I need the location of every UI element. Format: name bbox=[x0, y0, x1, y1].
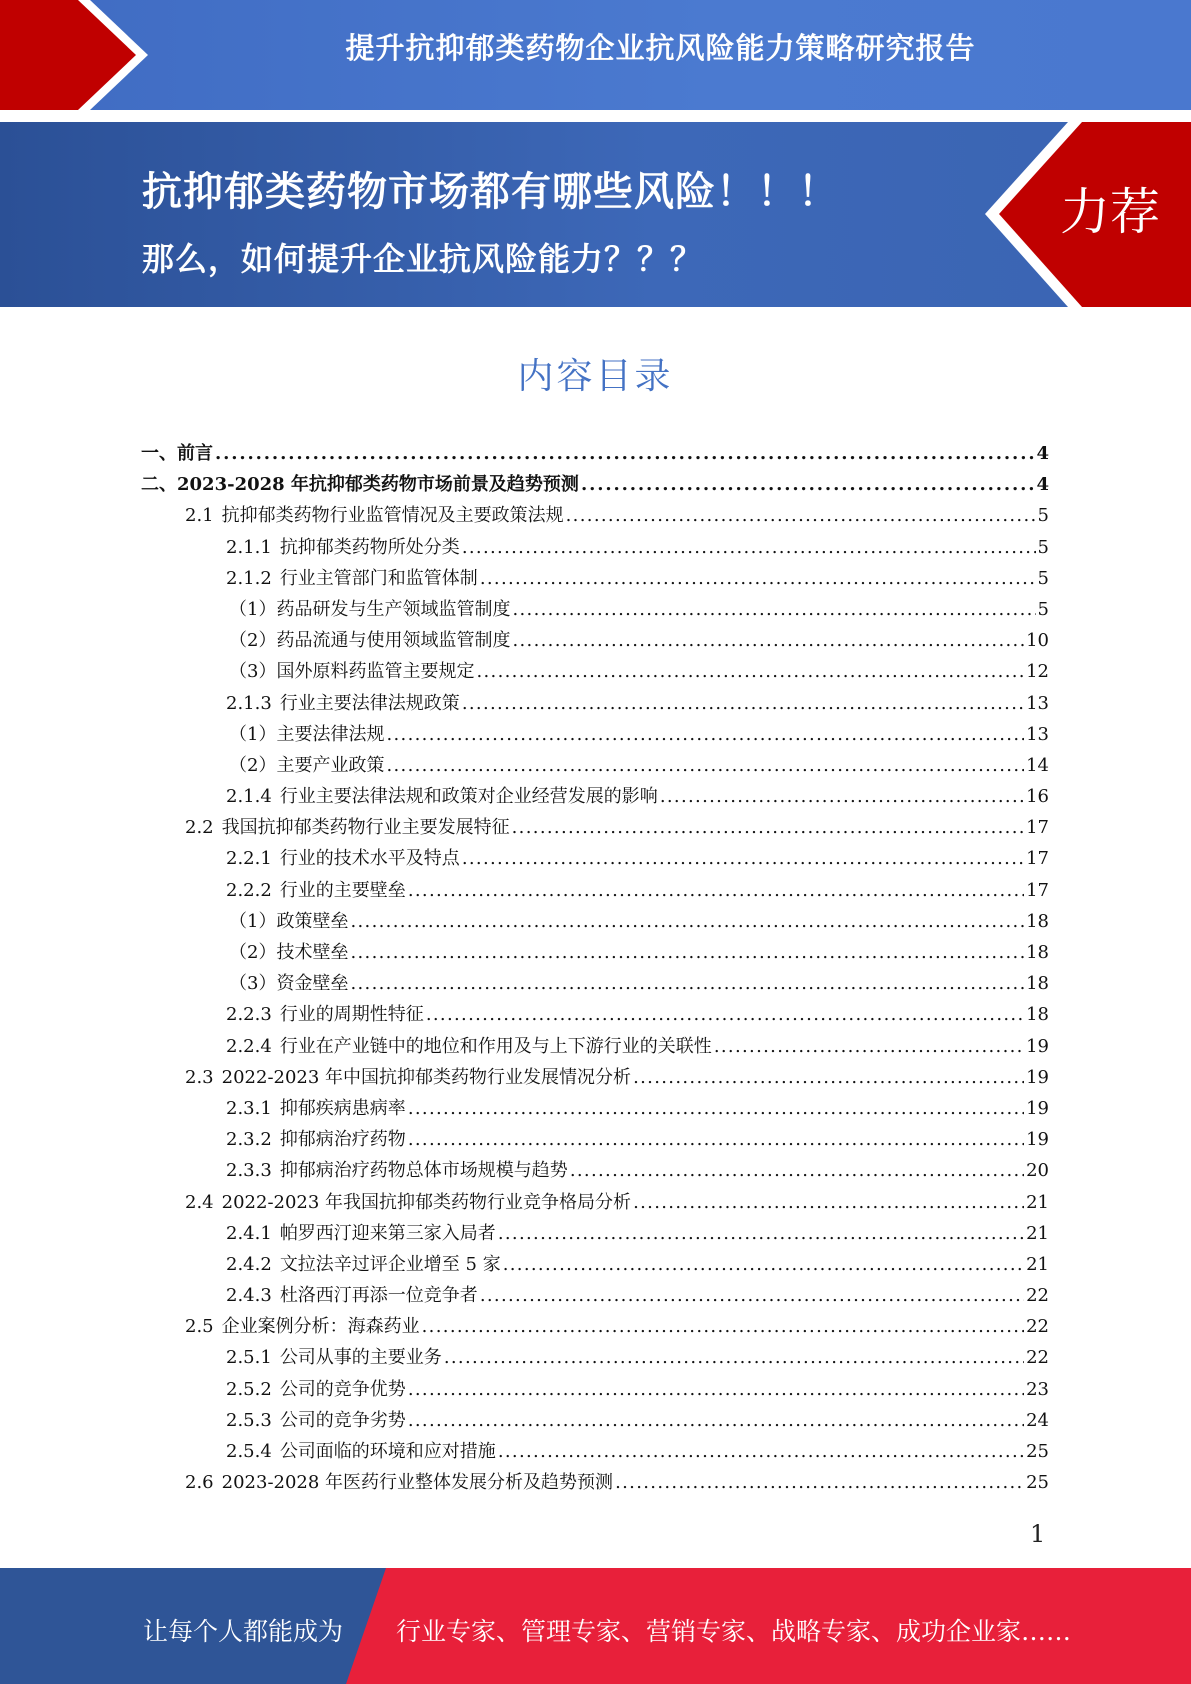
toc-dot-leader bbox=[566, 500, 1036, 531]
toc-entry-page: 14 bbox=[1026, 754, 1049, 776]
toc-dot-leader bbox=[462, 688, 1024, 719]
toc-entry[interactable] bbox=[141, 1155, 1049, 1186]
toc-entry[interactable] bbox=[141, 999, 1049, 1030]
toc-entry-page: 19 bbox=[1026, 1066, 1049, 1088]
toc-entry-title: 药品研发与生产领域监管制度 bbox=[276, 598, 511, 620]
toc-entry-number: （1） bbox=[229, 910, 277, 932]
toc-dot-leader bbox=[462, 843, 1024, 874]
toc-entry-title: 资金壁垒 bbox=[276, 973, 349, 995]
toc-entry-number: （3） bbox=[229, 973, 277, 995]
toc-entry-number: 2.4.3 bbox=[226, 1285, 272, 1307]
toc-entry-number: 2.1.4 bbox=[226, 786, 272, 808]
toc-entry-number: 二、 bbox=[141, 474, 177, 496]
toc-entry-title: 公司的竞争优势 bbox=[279, 1378, 406, 1400]
toc-entry[interactable] bbox=[141, 750, 1049, 781]
toc-entry-page: 22 bbox=[1026, 1285, 1049, 1307]
toc-dot-leader bbox=[498, 1218, 1024, 1249]
toc-entry-number: 2.1.3 bbox=[226, 692, 272, 714]
toc-entry-number: 2.6 bbox=[185, 1472, 214, 1494]
toc-dot-leader bbox=[476, 656, 1024, 687]
toc-dot-leader bbox=[462, 532, 1036, 563]
toc-entry-page: 21 bbox=[1026, 1253, 1049, 1275]
toc-entry-page: 25 bbox=[1026, 1472, 1049, 1494]
toc-entry[interactable] bbox=[141, 1342, 1049, 1373]
hero-banner bbox=[0, 122, 1191, 307]
recommend-badge: 力荐 bbox=[1060, 183, 1160, 241]
toc-entry-number: 2.3.2 bbox=[226, 1129, 272, 1151]
toc-entry-page: 20 bbox=[1026, 1160, 1049, 1182]
toc-entry-title: 技术壁垒 bbox=[276, 942, 349, 963]
toc-dot-leader bbox=[633, 1187, 1024, 1218]
toc-dot-leader bbox=[512, 812, 1024, 843]
toc-entry-page: 18 bbox=[1026, 1004, 1049, 1026]
toc-entry-number: （3） bbox=[229, 661, 277, 683]
toc-entry-page: 24 bbox=[1026, 1409, 1049, 1431]
toc-entry-page: 21 bbox=[1026, 1191, 1049, 1213]
footer-slogan-right: 行业专家、管理专家、营销专家、战略专家、成功企业家…… bbox=[396, 1617, 1072, 1646]
toc-entry-page: 18 bbox=[1026, 910, 1049, 932]
toc-entry-number: 2.2 bbox=[185, 817, 214, 839]
toc-entry-page: 17 bbox=[1026, 879, 1049, 901]
toc-entry[interactable] bbox=[141, 688, 1049, 719]
toc-entry-number: 2.4 bbox=[185, 1191, 214, 1213]
toc-entry-title: 药品流通与使用领域监管制度 bbox=[276, 630, 511, 652]
toc-entry-title: 2022-2023 年中国抗抑郁类药物行业发展情况分析 bbox=[221, 1066, 632, 1088]
toc-dot-leader bbox=[426, 999, 1024, 1030]
toc-entry[interactable] bbox=[141, 843, 1049, 874]
toc-entry[interactable] bbox=[141, 500, 1049, 531]
toc-entry[interactable] bbox=[141, 968, 1049, 999]
toc-entry-number: 2.4.2 bbox=[226, 1253, 272, 1275]
toc-dot-leader bbox=[633, 1062, 1024, 1093]
toc-entry-page: 12 bbox=[1026, 661, 1049, 683]
toc-entry-page: 4 bbox=[1036, 443, 1049, 464]
toc-entry[interactable] bbox=[141, 563, 1049, 594]
toc-entry-page: 19 bbox=[1026, 1035, 1049, 1057]
toc-dot-leader bbox=[570, 1155, 1024, 1186]
toc-entry-title: 行业的技术水平及特点 bbox=[279, 848, 460, 870]
toc-entry-page: 13 bbox=[1026, 723, 1049, 745]
toc-dot-leader bbox=[408, 1374, 1024, 1405]
toc-entry-number: 2.5.2 bbox=[226, 1378, 272, 1400]
toc-entry-page: 19 bbox=[1026, 1097, 1049, 1119]
toc-entry-page: 4 bbox=[1036, 474, 1049, 496]
toc-entry[interactable] bbox=[141, 1249, 1049, 1280]
toc-entry-title: 国外原料药监管主要规定 bbox=[276, 661, 475, 683]
toc-entry[interactable] bbox=[141, 812, 1049, 843]
toc-entry[interactable] bbox=[141, 1124, 1049, 1155]
toc-entry-page: 5 bbox=[1037, 536, 1049, 558]
toc-entry-title: 政策壁垒 bbox=[276, 910, 349, 932]
toc-entry[interactable] bbox=[141, 1311, 1049, 1342]
toc-dot-leader bbox=[498, 1436, 1024, 1467]
toc-entry-number: 2.1.2 bbox=[226, 567, 272, 589]
toc-entry[interactable] bbox=[141, 469, 1049, 500]
toc-entry-number: 2.4.1 bbox=[226, 1222, 272, 1244]
toc-dot-leader bbox=[503, 1249, 1024, 1280]
toc-entry-number: （2） bbox=[229, 630, 277, 652]
toc-entry-title: 行业的周期性特征 bbox=[279, 1004, 424, 1026]
toc-entry-title: 公司的竞争劣势 bbox=[279, 1409, 406, 1431]
toc-entry[interactable] bbox=[141, 937, 1049, 968]
toc-entry-title: 抑郁病治疗药物总体市场规模与趋势 bbox=[279, 1160, 568, 1182]
toc-entry-page: 18 bbox=[1026, 973, 1049, 995]
toc-entry-page: 16 bbox=[1026, 786, 1049, 808]
toc-dot-leader bbox=[512, 594, 1035, 625]
toc-entry[interactable] bbox=[141, 1280, 1049, 1311]
toc-entry-title: 主要产业政策 bbox=[276, 754, 385, 776]
table-of-contents bbox=[141, 438, 1049, 1498]
toc-entry-title: 我国抗抑郁类药物行业主要发展特征 bbox=[221, 817, 510, 839]
toc-entry-number: 2.2.4 bbox=[226, 1035, 272, 1057]
toc-entry[interactable] bbox=[141, 438, 1049, 469]
toc-entry-page: 25 bbox=[1026, 1441, 1049, 1462]
toc-dot-leader bbox=[422, 1311, 1024, 1342]
toc-entry-number: （2） bbox=[229, 942, 277, 963]
toc-entry-number: 2.5 bbox=[185, 1316, 214, 1338]
toc-entry-number: 2.2.1 bbox=[226, 848, 272, 870]
toc-entry-title: 行业主管部门和监管体制 bbox=[279, 567, 478, 589]
toc-entry[interactable] bbox=[141, 1093, 1049, 1124]
toc-entry-number: 2.1.1 bbox=[226, 536, 272, 558]
toc-dot-leader bbox=[444, 1342, 1024, 1373]
report-header-band bbox=[0, 0, 1191, 110]
toc-entry-number: 2.2.3 bbox=[226, 1004, 272, 1026]
toc-entry-number: （1） bbox=[229, 598, 277, 620]
page-number: 1 bbox=[1030, 1520, 1046, 1548]
toc-dot-leader bbox=[408, 1093, 1024, 1124]
toc-dot-leader bbox=[660, 781, 1024, 812]
toc-entry-number: 一、 bbox=[141, 443, 177, 464]
toc-entry-page: 5 bbox=[1037, 598, 1049, 620]
toc-entry-number: 2.5.1 bbox=[226, 1347, 272, 1369]
toc-entry-title: 抑郁疾病患病率 bbox=[279, 1097, 406, 1119]
report-title: 提升抗抑郁类药物企业抗风险能力策略研究报告 bbox=[345, 31, 976, 65]
toc-dot-leader bbox=[350, 937, 1024, 968]
toc-entry[interactable] bbox=[141, 1187, 1049, 1218]
toc-entry-title: 2022-2023 年我国抗抑郁类药物行业竞争格局分析 bbox=[221, 1191, 632, 1213]
toc-dot-leader bbox=[408, 875, 1024, 906]
toc-entry-title: 抗抑郁类药物行业监管情况及主要政策法规 bbox=[221, 505, 564, 527]
toc-entry-title: 企业案例分析：海森药业 bbox=[221, 1316, 420, 1338]
toc-entry[interactable] bbox=[141, 781, 1049, 812]
toc-entry-title: 行业的主要壁垒 bbox=[279, 879, 406, 901]
toc-dot-leader bbox=[215, 438, 1034, 469]
toc-entry-page: 22 bbox=[1026, 1316, 1049, 1338]
toc-entry-title: 行业主要法律法规和政策对企业经营发展的影响 bbox=[279, 786, 658, 808]
toc-entry[interactable] bbox=[141, 625, 1049, 656]
toc-dot-leader bbox=[480, 1280, 1024, 1311]
toc-entry[interactable] bbox=[141, 1405, 1049, 1436]
toc-entry-page: 22 bbox=[1026, 1347, 1049, 1369]
toc-entry-title: 行业在产业链中的地位和作用及与上下游行业的关联性 bbox=[279, 1035, 712, 1057]
toc-entry[interactable] bbox=[141, 1062, 1049, 1093]
toc-dot-leader bbox=[480, 563, 1036, 594]
toc-dot-leader bbox=[714, 1031, 1024, 1062]
toc-entry[interactable] bbox=[141, 875, 1049, 906]
toc-dot-leader bbox=[615, 1467, 1024, 1498]
toc-entry-title: 文拉法辛过评企业增至 5 家 bbox=[279, 1253, 501, 1275]
toc-dot-leader bbox=[408, 1405, 1024, 1436]
toc-entry-title: 杜洛西汀再添一位竞争者 bbox=[279, 1285, 478, 1307]
toc-entry-page: 17 bbox=[1026, 817, 1049, 839]
toc-entry[interactable] bbox=[141, 906, 1049, 937]
toc-entry-number: 2.1 bbox=[185, 505, 214, 527]
toc-entry-title: 2023-2028 年医药行业整体发展分析及趋势预测 bbox=[221, 1472, 614, 1494]
toc-dot-leader bbox=[386, 750, 1024, 781]
toc-entry-page: 19 bbox=[1026, 1129, 1049, 1151]
toc-entry-page: 17 bbox=[1026, 848, 1049, 870]
toc-entry-number: （1） bbox=[229, 723, 277, 745]
toc-entry-title: 抗抑郁类药物所处分类 bbox=[279, 536, 460, 558]
toc-entry[interactable] bbox=[141, 719, 1049, 750]
hero-headline: 抗抑郁类药物市场都有哪些风险！！！ bbox=[142, 169, 839, 215]
toc-entry[interactable] bbox=[141, 1467, 1049, 1498]
toc-entry-number: 2.3.1 bbox=[226, 1097, 272, 1119]
toc-dot-leader bbox=[350, 906, 1024, 937]
toc-entry-page: 18 bbox=[1026, 942, 1049, 963]
toc-entry-number: 2.2.2 bbox=[226, 879, 272, 901]
toc-entry-title: 主要法律法规 bbox=[276, 723, 385, 745]
toc-entry-title: 公司面临的环境和应对措施 bbox=[279, 1441, 496, 1462]
toc-entry-title: 帕罗西汀迎来第三家入局者 bbox=[279, 1222, 496, 1244]
toc-entry[interactable] bbox=[141, 1218, 1049, 1249]
toc-heading: 内容目录 bbox=[517, 356, 674, 397]
toc-entry-page: 5 bbox=[1037, 567, 1049, 589]
toc-entry-title: 抑郁病治疗药物 bbox=[279, 1129, 406, 1151]
toc-entry-number: 2.5.3 bbox=[226, 1409, 272, 1431]
toc-entry-page: 5 bbox=[1037, 505, 1049, 527]
toc-entry-title: 2023-2028 年抗抑郁类药物市场前景及趋势预测 bbox=[177, 474, 579, 496]
toc-entry-number: 2.3 bbox=[185, 1066, 214, 1088]
toc-entry-number: （2） bbox=[229, 754, 277, 776]
toc-entry[interactable] bbox=[141, 532, 1049, 563]
toc-entry[interactable] bbox=[141, 1031, 1049, 1062]
toc-entry-title: 行业主要法律法规政策 bbox=[279, 692, 460, 714]
toc-entry[interactable] bbox=[141, 656, 1049, 687]
toc-dot-leader bbox=[386, 719, 1024, 750]
toc-entry-page: 23 bbox=[1026, 1378, 1049, 1400]
footer-band bbox=[0, 1568, 1191, 1684]
toc-entry-title: 前言 bbox=[177, 443, 213, 464]
hero-subheadline: 那么，如何提升企业抗风险能力？？？ bbox=[142, 240, 704, 278]
toc-dot-leader bbox=[408, 1124, 1024, 1155]
toc-dot-leader bbox=[581, 469, 1035, 500]
toc-entry-page: 13 bbox=[1026, 692, 1049, 714]
toc-entry[interactable] bbox=[141, 1374, 1049, 1405]
toc-dot-leader bbox=[512, 625, 1024, 656]
toc-entry-title: 公司从事的主要业务 bbox=[279, 1347, 442, 1369]
toc-entry-number: 2.5.4 bbox=[226, 1441, 272, 1462]
toc-entry-page: 21 bbox=[1026, 1222, 1049, 1244]
toc-entry-number: 2.3.3 bbox=[226, 1160, 272, 1182]
footer-slogan-left: 让每个人都能成为 bbox=[143, 1617, 344, 1646]
toc-dot-leader bbox=[350, 968, 1024, 999]
toc-entry-page: 10 bbox=[1026, 630, 1049, 652]
toc-entry[interactable] bbox=[141, 594, 1049, 625]
toc-entry[interactable] bbox=[141, 1436, 1049, 1467]
